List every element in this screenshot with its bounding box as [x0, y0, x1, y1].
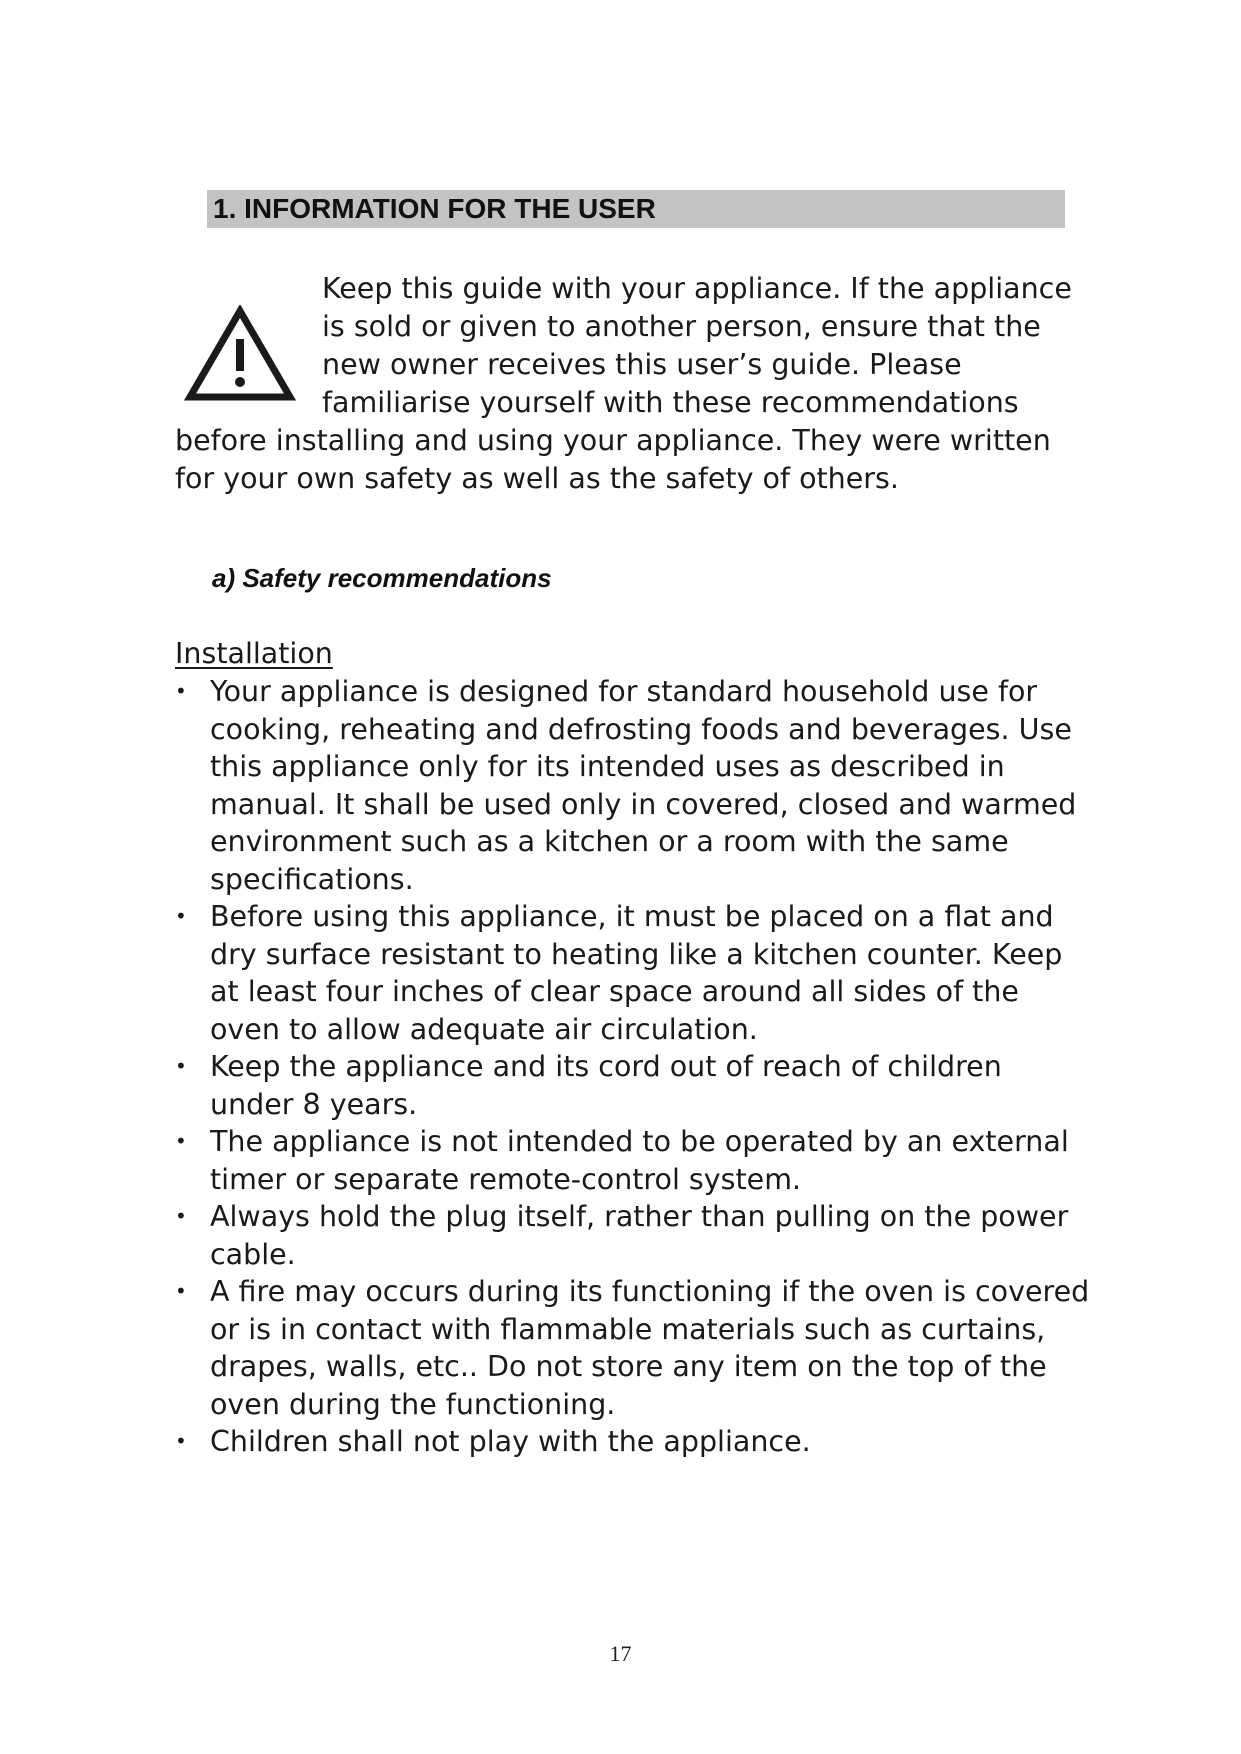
list-item-line: The appliance is not intended to be operated by an external: [210, 1125, 1069, 1158]
list-item-line: Children shall not play with the appliance.: [210, 1425, 811, 1458]
list-item: [175, 1123, 1069, 1198]
installation-list: [175, 673, 1090, 1461]
section-title: 1. INFORMATION FOR THE USER: [207, 190, 1065, 228]
list-item-line: this appliance only for its intended uses as described in: [210, 750, 1005, 783]
bullet-marker: •: [175, 1054, 187, 1078]
page-number: 17: [609, 1641, 632, 1666]
list-item-line: Keep the appliance and its cord out of reach of children: [210, 1050, 1002, 1083]
bullet-marker: •: [175, 1204, 187, 1228]
list-item-line: or is in contact with flammable materials such as curtains,: [210, 1312, 1046, 1346]
list-item-line: under 8 years.: [210, 1087, 418, 1121]
list-item-text: [210, 673, 1077, 898]
list-item-line: Before using this appliance, it must be placed on a flat and: [210, 900, 1054, 933]
list-item-text: [210, 1198, 1069, 1273]
list-item-text: [210, 1423, 1065, 1461]
list-item-line: dry surface resistant to heating like a kitchen counter. Keep: [210, 937, 1063, 971]
list-item-line: Always hold the plug itself, rather than pulling on the power: [210, 1200, 1069, 1233]
list-item-line: manual. It shall be used only in covered, closed and warmed: [210, 787, 1077, 821]
list-item: [175, 1273, 1090, 1423]
list-item: [175, 1198, 1069, 1273]
installation-heading: Installation: [175, 637, 333, 670]
bullet-marker: •: [175, 1279, 187, 1303]
list-item-line: specifications.: [210, 862, 414, 896]
bullet-marker: •: [175, 1429, 187, 1453]
list-item-line: Your appliance is designed for standard household use for: [210, 675, 1038, 708]
list-item-line: cable.: [210, 1237, 296, 1271]
list-item-text: [210, 1048, 1065, 1123]
list-item-line: cooking, reheating and defrosting foods and beverages. Use: [210, 712, 1072, 746]
list-item: [175, 1423, 1065, 1461]
list-item-line: oven during the functioning.: [210, 1387, 616, 1421]
bullet-marker: •: [175, 1129, 187, 1153]
list-item-line: environment such as a kitchen or a room with the same: [210, 825, 1009, 858]
list-item: [175, 898, 1065, 1048]
list-item: [175, 673, 1077, 898]
list-item-line: at least four inches of clear space around all sides of the: [210, 975, 1019, 1008]
list-item-line: oven to allow adequate air circulation.: [210, 1012, 758, 1046]
list-item-text: [210, 1273, 1090, 1423]
bullet-marker: •: [175, 679, 187, 703]
intro-paragraph: [175, 270, 1072, 498]
list-item-line: A fire may occurs during its functioning if the oven is covered: [210, 1275, 1090, 1308]
intro-line: Keep this guide with your appliance. If the appliance: [322, 272, 1072, 305]
intro-line: before installing and using your appliance. They were written: [175, 424, 1051, 457]
list-item-text: [210, 898, 1065, 1048]
intro-line: familiarise yourself with these recommendations: [322, 386, 1019, 419]
intro-line: is sold or given to another person, ensure that the: [322, 310, 1041, 343]
list-item-line: drapes, walls, etc.. Do not store any item on the top of the: [210, 1350, 1047, 1383]
subsection-title: a) Safety recommendations: [212, 563, 552, 593]
list-item: [175, 1048, 1065, 1123]
intro-line: new owner receives this user’s guide. Please: [322, 348, 962, 381]
bullet-marker: •: [175, 904, 187, 928]
list-item-line: timer or separate remote-control system.: [210, 1162, 802, 1196]
list-item-text: [210, 1123, 1069, 1198]
intro-line: for your own safety as well as the safety of others.: [175, 462, 899, 495]
